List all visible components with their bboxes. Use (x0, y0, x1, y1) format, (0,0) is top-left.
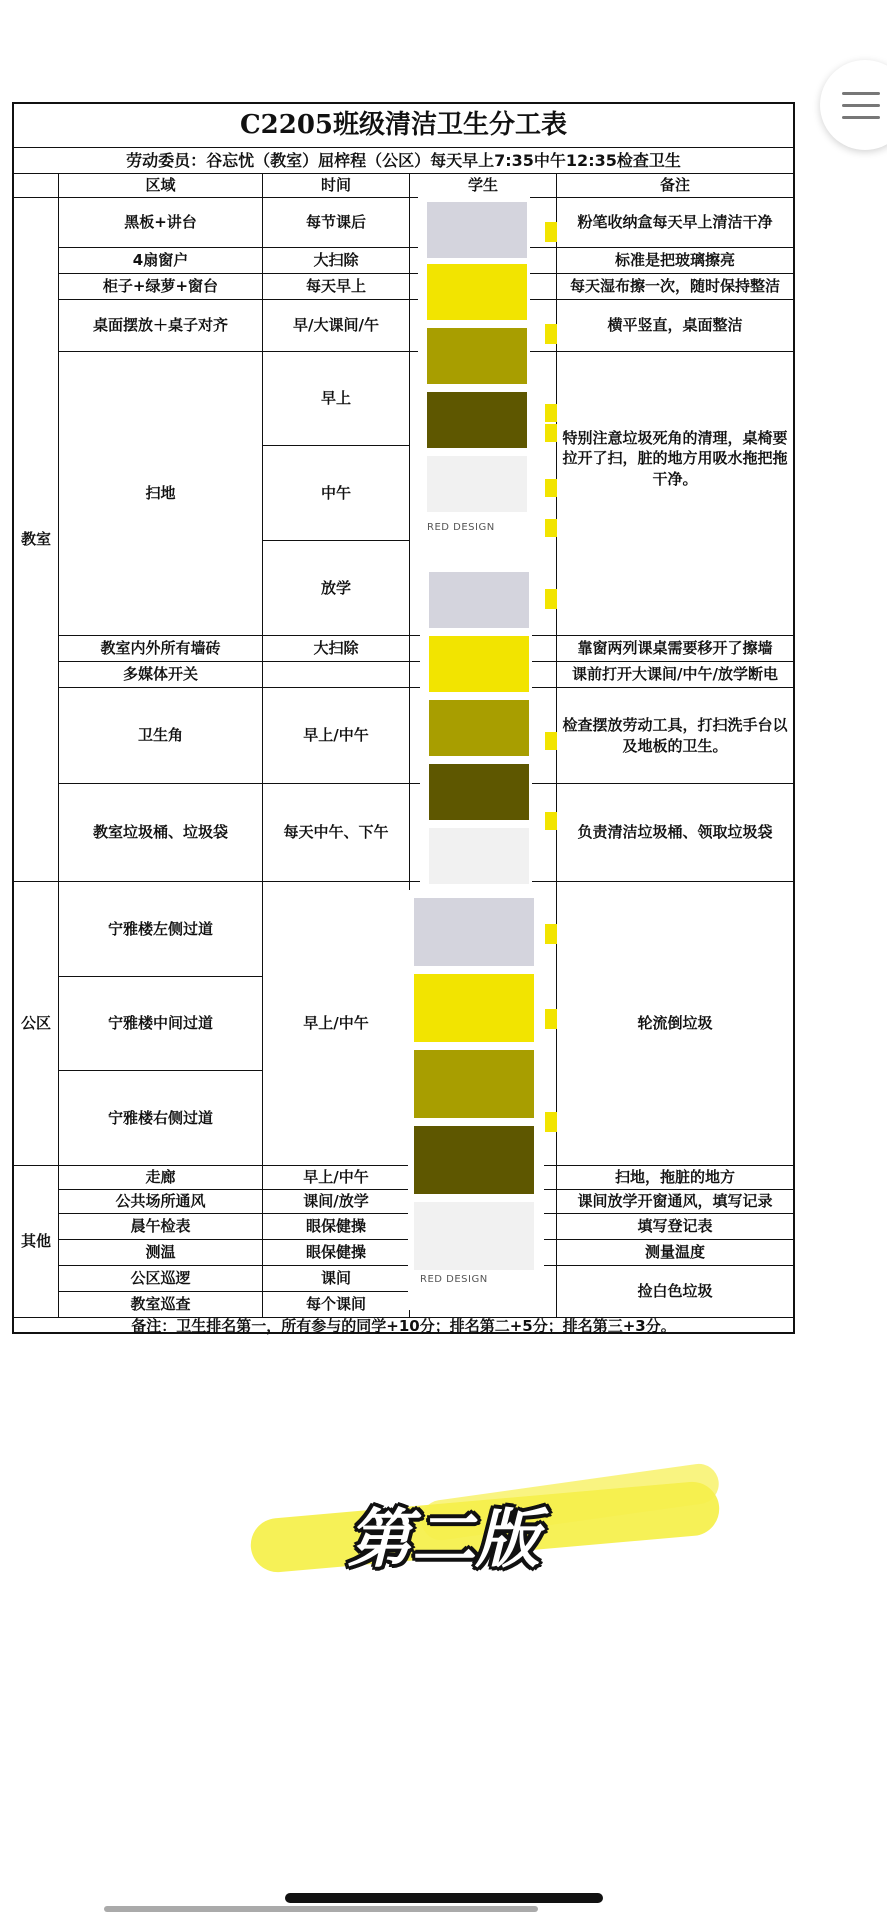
time-cell: 眼保健操 (263, 1240, 410, 1266)
time-cell: 大扫除 (263, 636, 410, 662)
highlight-strip (545, 812, 557, 830)
highlight-strip (545, 404, 557, 422)
area-cell: 测温 (59, 1240, 263, 1266)
time-cell: 课间/放学 (263, 1190, 410, 1214)
palette-swatch (429, 636, 529, 692)
palette-swatch (414, 1126, 534, 1194)
table-title: C2205班级清洁卫生分工表 (14, 104, 793, 148)
group-other: 其他 (14, 1166, 59, 1318)
remark-cell: 测量温度 (557, 1240, 793, 1266)
time-cell: 放学 (263, 541, 410, 636)
menu-icon (842, 92, 880, 95)
palette-swatch (429, 828, 529, 884)
remark-cell: 横平竖直，桌面整洁 (557, 300, 793, 352)
area-cell: 多媒体开关 (59, 662, 263, 688)
group-classroom: 教室 (14, 198, 59, 882)
header-student: 学生 (410, 174, 557, 198)
area-cell: 桌面摆放＋桌子对齐 (59, 300, 263, 352)
remark-cell: 负责清洁垃圾桶、领取垃圾袋 (557, 784, 793, 882)
area-cell: 卫生角 (59, 688, 263, 784)
area-cell: 公区巡逻 (59, 1266, 263, 1292)
area-cell: 宁雅楼右侧过道 (59, 1071, 263, 1166)
area-cell: 走廊 (59, 1166, 263, 1190)
area-cell: 柜子+绿萝+窗台 (59, 274, 263, 300)
remark-cell: 检查摆放劳动工具，打扫洗手台以及地板的卫生。 (557, 688, 793, 784)
palette-card (420, 566, 532, 888)
remark-cell: 粉笔收纳盒每天早上清洁干净 (557, 198, 793, 248)
highlight-strip (545, 222, 557, 242)
area-cell: 教室巡查 (59, 1292, 263, 1318)
time-cell: 大扫除 (263, 248, 410, 274)
area-cell: 教室垃圾桶、垃圾袋 (59, 784, 263, 882)
palette-swatch (429, 700, 529, 756)
remark-cell: 轮流倒垃圾 (557, 882, 793, 1166)
highlight-strip (545, 732, 557, 750)
area-cell: 教室内外所有墙砖 (59, 636, 263, 662)
remark-cell: 填写登记表 (557, 1214, 793, 1240)
time-cell: 中午 (263, 446, 410, 541)
time-cell (263, 662, 410, 688)
time-cell: 课间 (263, 1266, 410, 1292)
palette-card (408, 890, 544, 1310)
palette-swatch (414, 1050, 534, 1118)
highlight-strip (545, 1009, 557, 1029)
remark-cell: 扫地，拖脏的地方 (557, 1166, 793, 1190)
palette-swatch (414, 898, 534, 966)
remark-cell: 课间放学开窗通风，填写记录 (557, 1190, 793, 1214)
palette-card (418, 196, 530, 548)
menu-icon-bar (842, 104, 880, 107)
time-cell: 早上/中午 (263, 882, 410, 1166)
palette-swatch (427, 456, 527, 512)
header-remark: 备注 (557, 174, 793, 198)
group-public: 公区 (14, 882, 59, 1166)
palette-swatch (414, 974, 534, 1042)
time-cell: 每个课间 (263, 1292, 410, 1318)
cleaning-duty-table (12, 102, 795, 1334)
palette-swatch (427, 202, 527, 258)
palette-swatch (427, 392, 527, 448)
palette-swatch (429, 764, 529, 820)
area-cell: 公共场所通风 (59, 1190, 263, 1214)
highlight-strip (545, 479, 557, 497)
time-cell: 每天早上 (263, 274, 410, 300)
area-cell: 宁雅楼中间过道 (59, 977, 263, 1071)
edition-label: 第二版 (347, 1503, 540, 1577)
time-cell: 早上/中午 (263, 688, 410, 784)
highlight-strip (545, 924, 557, 944)
time-cell: 早/大课间/午 (263, 300, 410, 352)
palette-brand: RED DESIGN (420, 1274, 488, 1285)
area-cell: 宁雅楼左侧过道 (59, 882, 263, 977)
area-cell: 扫地 (59, 352, 263, 636)
home-indicator[interactable] (285, 1893, 603, 1903)
table-footnote: 备注：卫生排名第一，所有参与的同学+10分；排名第二+5分；排名第三+3分。 (131, 1316, 676, 1335)
palette-brand: RED DESIGN (427, 522, 495, 533)
menu-icon-bar (842, 116, 880, 119)
remark-cell: 特别注意垃圾死角的清理，桌椅要拉开了扫，脏的地方用吸水拖把拖干净。 (557, 352, 793, 636)
remark-cell: 每天湿布擦一次，随时保持整洁 (557, 274, 793, 300)
header-time: 时间 (263, 174, 410, 198)
remark-cell: 靠窗两列课桌需要移开了擦墙 (557, 636, 793, 662)
header-blank (14, 174, 59, 198)
time-cell: 早上 (263, 352, 410, 446)
remark-cell: 课前打开大课间/中午/放学断电 (557, 662, 793, 688)
highlight-strip (545, 519, 557, 537)
time-cell: 每天中午、下午 (263, 784, 410, 882)
menu-button[interactable] (820, 60, 887, 150)
time-cell: 每节课后 (263, 198, 410, 248)
horizontal-scrollbar[interactable] (104, 1906, 538, 1912)
highlight-strip (545, 1112, 557, 1132)
header-area: 区域 (59, 174, 263, 198)
remark-cell: 标准是把玻璃擦亮 (557, 248, 793, 274)
palette-swatch (427, 264, 527, 320)
highlight-strip (545, 589, 557, 609)
table-subtitle: 劳动委员：谷忘忧（教室）屈梓程（公区）每天早上7:35中午12:35检查卫生 (14, 148, 793, 174)
palette-swatch (429, 572, 529, 628)
remark-cell: 捡白色垃圾 (557, 1266, 793, 1318)
area-cell: 黑板+讲台 (59, 198, 263, 248)
area-cell: 晨午检表 (59, 1214, 263, 1240)
palette-swatch (427, 328, 527, 384)
palette-swatch (414, 1202, 534, 1270)
highlight-strip (545, 324, 557, 344)
highlight-strip (545, 424, 557, 442)
time-cell: 早上/中午 (263, 1166, 410, 1190)
time-cell: 眼保健操 (263, 1214, 410, 1240)
area-cell: 4扇窗户 (59, 248, 263, 274)
